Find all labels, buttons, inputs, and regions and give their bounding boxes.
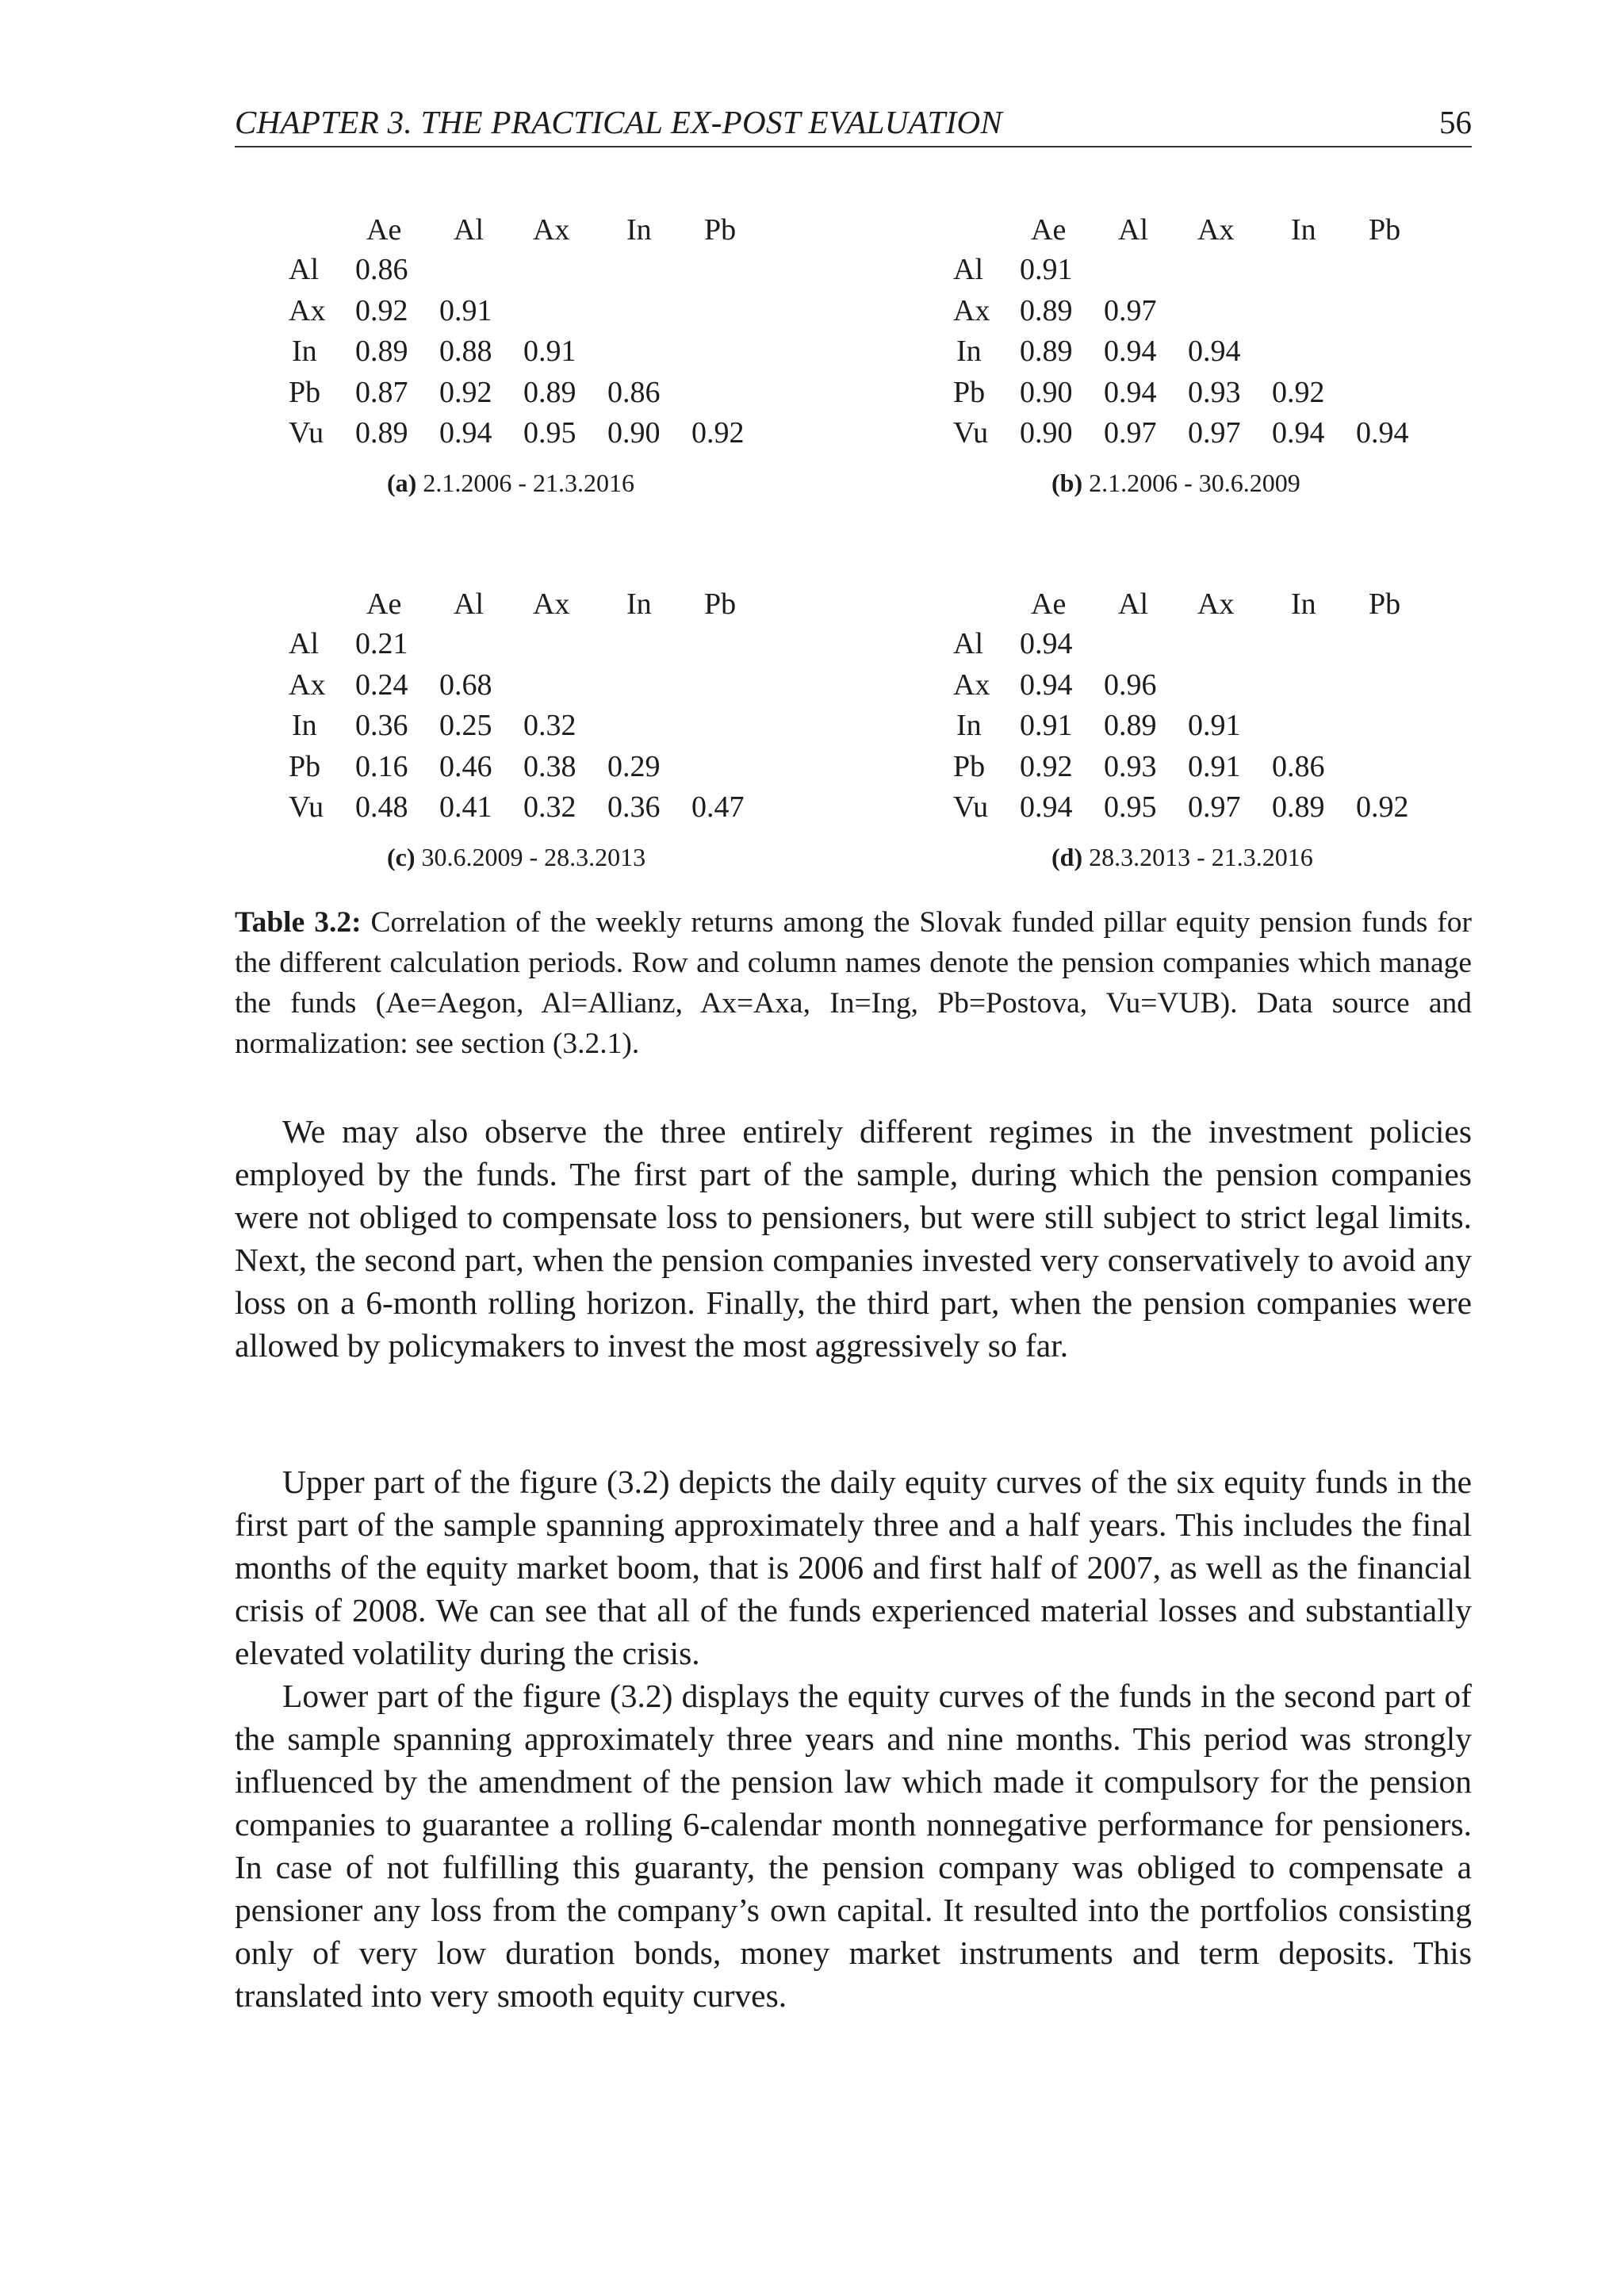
row-header: Ax (289, 293, 326, 327)
subtable-period: 2.1.2006 - 30.6.2009 (1089, 468, 1300, 497)
subtable-label: (b) (1051, 468, 1083, 497)
table-cell: 0.91 (1020, 709, 1073, 742)
subtable-caption (1051, 843, 1313, 872)
table-cell: 0.88 (439, 335, 492, 368)
subtable-caption (387, 469, 634, 498)
table-cell: 0.36 (355, 709, 408, 742)
row-header: In (292, 709, 317, 742)
table-cell: 0.89 (355, 416, 408, 450)
row-header: Vu (953, 416, 989, 450)
table-cell: 0.32 (523, 790, 576, 824)
paragraph-block-2 (235, 1460, 1472, 2017)
row-header: Pb (953, 375, 986, 409)
row-header: Al (289, 253, 319, 286)
paragraph: We may also observe the three entirely different regimes in the investment policies employed by the funds. The first part of the sample, during which the pension companies were not obliged to compensate loss to pensioners, but were still subject to strict legal limits. Next, the second part, when the pension companies invested very conservatively to avoid any loss on a 6-month rolling horizon. Finally, the third part, when the pension companies were allowed by policymakers to invest the most aggressively so far. (235, 1113, 1472, 1364)
table-cell: 0.97 (1104, 416, 1157, 450)
row-header: Ax (953, 293, 990, 327)
subtable-caption (387, 843, 645, 872)
row-header: In (292, 335, 317, 368)
table-cell: 0.68 (439, 668, 492, 702)
table-cell: 0.93 (1188, 375, 1241, 409)
table-cell: 0.21 (355, 627, 408, 660)
table-cell: 0.89 (1020, 335, 1073, 368)
column-header: In (626, 587, 652, 621)
subtable-period: 30.6.2009 - 28.3.2013 (421, 842, 646, 871)
table-cell: 0.91 (1188, 709, 1241, 742)
paragraph-block-1 (235, 1110, 1472, 1367)
row-header: Vu (289, 416, 324, 450)
column-header: Ax (533, 587, 570, 621)
table-caption (235, 902, 1472, 1064)
subtable-period: 2.1.2006 - 21.3.2016 (423, 468, 634, 497)
row-header: In (956, 709, 982, 742)
paragraph: Upper part of the figure (3.2) depicts the daily equity curves of the six equity funds in the first part of the sample spanning approximately three and a half years. This includes the final months of the equity market boom, that is 2006 and first half of 2007, as well as the financial crisis of 2008. We can see that all of the funds experienced material losses and substantially elevated volatility during the crisis. (235, 1464, 1472, 1671)
column-header: Pb (1369, 213, 1401, 247)
table-cell: 0.89 (1020, 293, 1073, 327)
table-cell: 0.47 (691, 790, 745, 824)
table-cell: 0.92 (439, 375, 492, 409)
table-cell: 0.38 (523, 749, 576, 783)
caption-text: Correlation of the weekly returns among the Slovak funded pillar equity pension funds for the different calculation periods. Row and column names denote the pension companies which manage the funds (Ae=Aegon, Al=Allianz, Ax=Axa, In=Ing, Pb=Postova, Vu=VUB). Data source and normalization: see section (3.2.1). (235, 906, 1473, 1060)
column-header: Pb (704, 213, 737, 247)
table-cell: 0.97 (1104, 293, 1157, 327)
table-cell: 0.90 (1020, 375, 1073, 409)
table-cell: 0.89 (1272, 790, 1325, 824)
column-header: Ax (1197, 213, 1235, 247)
row-header: Al (953, 253, 983, 286)
table-cell: 0.16 (355, 749, 408, 783)
column-header: Pb (1369, 587, 1401, 621)
table-cell: 0.97 (1188, 790, 1241, 824)
column-header: Pb (704, 587, 737, 621)
table-cell: 0.89 (523, 375, 576, 409)
table-cell: 0.41 (439, 790, 492, 824)
table-cell: 0.94 (1104, 375, 1157, 409)
table-cell: 0.92 (1272, 375, 1325, 409)
column-header: Ae (366, 587, 402, 621)
column-header: In (1291, 213, 1316, 247)
row-header: Al (953, 627, 983, 660)
paragraph: Lower part of the figure (3.2) displays the equity curves of the funds in the second part of the sample spanning approximately three years and nine months. This period was strongly influenced by the amendment of the pension law which made it compulsory for the pension companies to guarantee a rolling 6-calendar month nonnegative performance for pensioners. In case of not fulfilling this guaranty, the pension company was obliged to compensate a pensioner any loss from the company’s own capital. It resulted into the portfolios consisting only of very low duration bonds, money market instruments and term deposits. This translated into very smooth equity curves. (235, 1678, 1472, 2014)
table-cell: 0.91 (523, 335, 576, 368)
table-cell: 0.94 (1020, 627, 1073, 660)
column-header: Ae (366, 213, 402, 247)
running-header (235, 101, 1472, 147)
table-cell: 0.87 (355, 375, 408, 409)
subtable-label: (a) (387, 468, 417, 497)
table-cell: 0.95 (1104, 790, 1157, 824)
table-cell: 0.90 (1020, 416, 1073, 450)
table-cell: 0.94 (1188, 335, 1241, 368)
table-cell: 0.29 (607, 749, 661, 783)
column-header: Al (454, 587, 484, 621)
table-cell: 0.24 (355, 668, 408, 702)
subtable-caption (1051, 469, 1300, 498)
row-header: Ax (953, 668, 990, 702)
page-number: 56 (1439, 104, 1472, 140)
column-header: Ax (533, 213, 570, 247)
column-header: Ax (1197, 587, 1235, 621)
table-cell: 0.94 (1020, 790, 1073, 824)
column-header: In (626, 213, 652, 247)
table-cell: 0.96 (1104, 668, 1157, 702)
table-cell: 0.95 (523, 416, 576, 450)
subtable-period: 28.3.2013 - 21.3.2016 (1089, 842, 1313, 871)
table-cell: 0.86 (1272, 749, 1325, 783)
table-cell: 0.91 (1188, 749, 1241, 783)
row-header: Al (289, 627, 319, 660)
column-header: Ae (1031, 587, 1067, 621)
table-cell: 0.48 (355, 790, 408, 824)
table-cell: 0.36 (607, 790, 661, 824)
row-header: Vu (289, 790, 324, 824)
column-header: Al (1118, 587, 1148, 621)
table-cell: 0.86 (355, 253, 408, 286)
table-cell: 0.94 (1104, 335, 1157, 368)
table-cell: 0.97 (1188, 416, 1241, 450)
table-cell: 0.46 (439, 749, 492, 783)
row-header: Pb (289, 749, 321, 783)
subtable-label: (c) (387, 842, 416, 871)
caption-label: Table 3.2: (235, 906, 362, 939)
table-cell: 0.92 (691, 416, 745, 450)
table-cell: 0.94 (1356, 416, 1409, 450)
column-header: Ae (1031, 213, 1067, 247)
table-cell: 0.32 (523, 709, 576, 742)
table-cell: 0.93 (1104, 749, 1157, 783)
table-cell: 0.92 (1356, 790, 1409, 824)
subtable-label: (d) (1051, 842, 1083, 871)
column-header: In (1291, 587, 1316, 621)
row-header: In (956, 335, 982, 368)
table-cell: 0.94 (439, 416, 492, 450)
table-cell: 0.90 (607, 416, 661, 450)
table-cell: 0.94 (1020, 668, 1073, 702)
chapter-title: CHAPTER 3. THE PRACTICAL EX-POST EVALUATION (235, 104, 1003, 140)
column-header: Al (454, 213, 484, 247)
row-header: Vu (953, 790, 989, 824)
row-header: Pb (289, 375, 321, 409)
table-cell: 0.89 (355, 335, 408, 368)
table-cell: 0.94 (1272, 416, 1325, 450)
row-header: Ax (289, 668, 326, 702)
table-cell: 0.91 (1020, 253, 1073, 286)
table-cell: 0.89 (1104, 709, 1157, 742)
column-header: Al (1118, 213, 1148, 247)
table-cell: 0.92 (1020, 749, 1073, 783)
row-header: Pb (953, 749, 986, 783)
table-cell: 0.25 (439, 709, 492, 742)
table-cell: 0.91 (439, 293, 492, 327)
table-cell: 0.92 (355, 293, 408, 327)
table-cell: 0.86 (607, 375, 661, 409)
